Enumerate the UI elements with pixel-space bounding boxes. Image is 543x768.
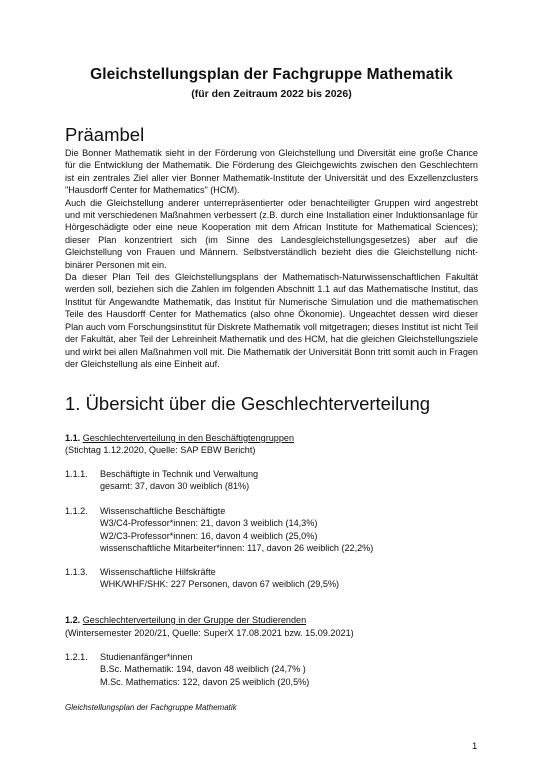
- item-number: 1.1.1.: [65, 469, 88, 479]
- preamble-paragraph: Da dieser Plan Teil des Gleichstellungsplans der Mathematisch-Naturwissenschaftlichen Fakultät werden soll, beziehen sich die Zahlen im folgenden Abschnitt 1.1 auf das Mathematische Institut, das Institut für Angewandte Mathematik, das Institut für Numerische Simulation und die mathematischen Teile des Hausdorff Center for Mathematics (also ohne Ökonomie). Ungeachtet dessen wird dieser Plan auch vom Forschungsinstitut für Diskrete Mathematik voll mitgetragen; dieses Institut ist nicht Teil der Fakultät, aber Teil der Lehreinheit Mathematik und des HCM, hat die gleichen Gleichstellungsziele und wirkt bei allen Maßnahmen voll mit. Die Mathematik der Universität Bonn tritt somit auch in Fragen der Gleichstellung als eine Einheit auf.: [65, 272, 478, 369]
- page-footer: Gleichstellungsplan der Fachgruppe Mathematik: [65, 703, 237, 712]
- preamble-paragraph: Auch die Gleichstellung anderer unterrepräsentierter oder benachteiligter Gruppen wird angestrebt und mit verschiedenen Maßnahmen verbessert (z.B. durch eine Installation einer Induktionsanlage für Hörgeschädigte oder eine neue Kooperation mit dem African Institute for Mathematical Sciences); dieser Plan konzentriert sich (im Sinne des Landesgleichstellungsgesetzes) aber auf die Gleichstellung von Frauen und Männern. Selbstverständlich bezieht dies die Gleichstellung nicht-binärer Personen mit ein.: [65, 197, 478, 270]
- subsection-heading: [65, 614, 306, 626]
- subsection-note: (Wintersemester 2020/21, Quelle: SuperX 17.08.2021 bzw. 15.09.2021): [65, 628, 354, 638]
- item-title: Beschäftigte in Technik und Verwaltung: [100, 469, 259, 479]
- item-detail: WHK/WHF/SHK: 227 Personen, davon 67 weiblich (29,5%): [100, 579, 340, 589]
- document-subtitle: (für den Zeitraum 2022 bis 2026): [191, 88, 352, 100]
- item-detail: W3/C4-Professor*innen: 21, davon 3 weiblich (14,3%): [100, 518, 318, 528]
- subsection-number: 1.2.: [65, 615, 81, 625]
- section-heading: 1. Übersicht über die Geschlechterverteilung: [65, 393, 431, 414]
- preamble-heading: Präambel: [65, 124, 145, 145]
- item-detail: gesamt: 37, davon 30 weiblich (81%): [100, 481, 250, 491]
- subsection-title: Geschlechterverteilung in den Beschäftigtengruppen: [82, 433, 295, 443]
- document-title: Gleichstellungsplan der Fachgruppe Mathematik: [90, 66, 453, 83]
- item-number: 1.1.3.: [65, 567, 88, 577]
- page-number: 1: [472, 741, 478, 752]
- item-title: Wissenschaftliche Hilfskräfte: [100, 567, 216, 577]
- item-title: Studienanfänger*innen: [100, 652, 193, 662]
- preamble-paragraph: Die Bonner Mathematik sieht in der Förderung von Gleichstellung und Diversität eine große Chance für die Entwicklung der Mathematik. Die Förderung des Gleichgewichts zwischen den Geschlechtern ist ein zentrales Ziel aller vier Bonner Mathematik-Institute der Universität und des Exzellenzclusters "Hausdorff Center for Mathematics" (HCM).: [65, 148, 478, 196]
- item-detail: M.Sc. Mathematics: 122, davon 25 weiblich (20,5%): [100, 676, 310, 687]
- subsection-number: 1.1.: [65, 433, 81, 443]
- preamble-text: [65, 147, 478, 370]
- subsection-heading: [65, 432, 294, 444]
- item-detail: B.Sc. Mathematik: 194, davon 48 weiblich (24,7% ): [100, 664, 306, 674]
- item-number: 1.1.2.: [65, 506, 88, 516]
- item-title: Wissenschaftliche Beschäftigte: [100, 506, 226, 516]
- item-detail: W2/C3-Professor*innen: 16, davon 4 weiblich (25,0%): [100, 530, 318, 541]
- subsection-title: Geschlechterverteilung in der Gruppe der Studierenden: [82, 615, 307, 625]
- item-detail: wissenschaftliche Mitarbeiter*innen: 117, davon 26 weiblich (22,2%): [100, 543, 374, 553]
- subsection-note: (Stichtag 1.12.2020, Quelle: SAP EBW Bericht): [65, 445, 256, 455]
- item-number: 1.2.1.: [65, 652, 88, 662]
